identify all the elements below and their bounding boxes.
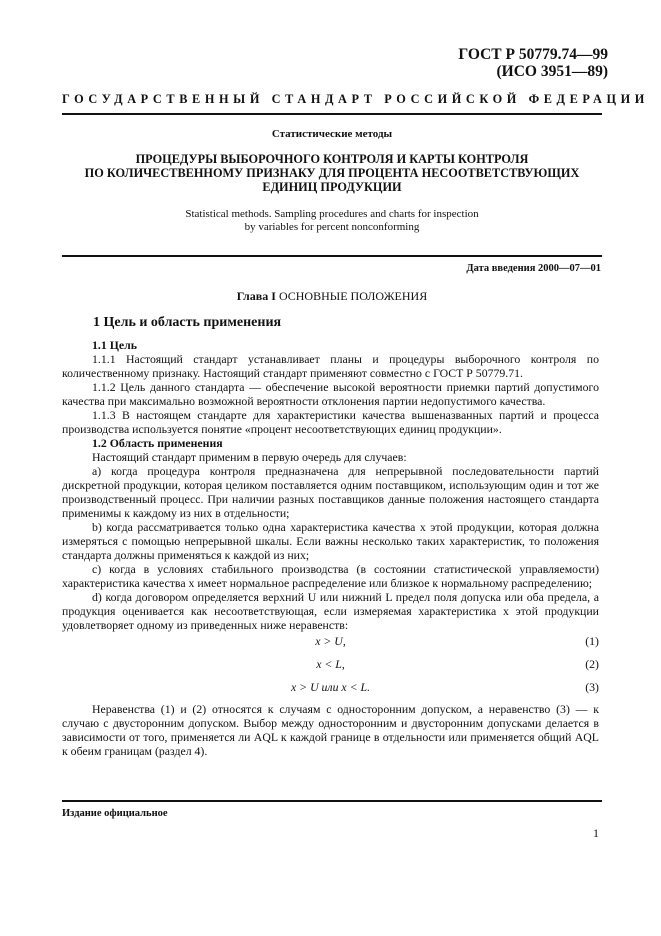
formula-3 xyxy=(62,680,599,696)
formula-number: (3) xyxy=(585,680,599,694)
list-item: b) когда рассматривается только одна характеристика качества x этой продукции, которая должна измеряться с помощью непрерывной шкалы. Если важны несколько таких характеристик, то положения стандарта должны применяться к каждой из них; xyxy=(62,520,599,562)
list-item: а) когда процедура контроля предназначена для непрерывной последовательности партий дискретной продукции, которая целиком поставляется одним поставщиком, использующим один и тот же производственный процесс. При наличии разных поставщиков данные положения настоящего стандарта применимы к каждому из них в отдельности; xyxy=(62,464,599,520)
title-line: ПРОЦЕДУРЫ ВЫБОРОЧНОГО КОНТРОЛЯ И КАРТЫ КОНТРОЛЯ xyxy=(135,152,529,166)
introduction-date: Дата введения 2000—07—01 xyxy=(466,263,601,274)
section-heading: 1 Цель и область применения xyxy=(93,315,282,330)
formula-expression: x > U или x < L. xyxy=(290,680,371,694)
standard-title: ГОСУДАРСТВЕННЫЙ СТАНДАРТ РОССИЙСКОЙ ФЕДЕРАЦИИ xyxy=(62,92,649,106)
document-title xyxy=(62,152,602,194)
paragraph: 1.1.2 Цель данного стандарта — обеспечение высокой вероятности приемки партий допустимого качества при максимально возможной вероятности отклонения партии недопустимого качества. xyxy=(62,380,599,408)
list-item: с) когда в условиях стабильного производства (в состоянии статистической управляемости) характеристика качества x имеет нормальное распределение или близкое к нормальному распределению; xyxy=(62,562,599,590)
subsection-heading: 1.2 Область применения xyxy=(92,436,223,450)
header-divider xyxy=(62,113,602,115)
series-title: Статистические методы xyxy=(271,128,393,140)
standard-code: ГОСТ Р 50779.74—99 xyxy=(458,46,608,63)
chapter-label: Глава I xyxy=(236,289,276,303)
closing-text xyxy=(62,702,599,758)
paragraph: 1.1.3 В настоящем стандарте для характеристики качества вышеназванных партий и процесса производства используется понятие «процент несоответствующих единиц продукции». xyxy=(62,408,599,436)
english-title-line: Statistical methods. Sampling procedures and charts for inspection xyxy=(185,208,479,220)
body-text xyxy=(62,338,599,632)
formula-number: (2) xyxy=(585,657,599,671)
formula-1 xyxy=(62,634,599,650)
formula-expression: x > U, xyxy=(315,634,346,648)
formula-number: (1) xyxy=(585,634,599,648)
title-divider xyxy=(62,255,602,257)
footer-divider xyxy=(62,800,602,802)
formula-expression: x < L, xyxy=(316,657,345,671)
title-line: ПО КОЛИЧЕСТВЕННОМУ ПРИЗНАКУ ДЛЯ ПРОЦЕНТА НЕСООТВЕТСТВУЮЩИХ xyxy=(84,166,580,180)
paragraph: Настоящий стандарт применим в первую очередь для случаев: xyxy=(92,450,407,464)
paragraph: 1.1.1 Настоящий стандарт устанавливает планы и процедуры выборочного контроля по количественному признаку. Настоящий стандарт применяют совместно с ГОСТ Р 50779.71. xyxy=(62,352,599,380)
chapter-heading xyxy=(62,289,602,304)
english-title xyxy=(62,208,602,233)
english-title-line: by variables for percent nonconforming xyxy=(244,220,420,233)
formula-2 xyxy=(62,657,599,673)
chapter-title: ОСНОВНЫЕ ПОЛОЖЕНИЯ xyxy=(278,289,428,303)
subsection-heading: 1.1 Цель xyxy=(92,338,137,352)
paragraph: Неравенства (1) и (2) относятся к случаям с односторонним допуском, а неравенство (3) — к случаю с двусторонним допуском. Выбор между односторонним и двусторонним допусками делается в зависимости от того, применяется ли AQL к каждой границе в отдельности или применяется общий AQL к обеим границам (раздел 4). xyxy=(62,702,599,758)
title-line: ЕДИНИЦ ПРОДУКЦИИ xyxy=(262,180,402,194)
edition-label: Издание официальное xyxy=(62,808,168,819)
list-item: d) когда договором определяется верхний U или нижний L предел поля допуска или оба предела, а продукция оценивается как несоответствующая, если измеряемая характеристика x этой продукции удовлетворяет одному из приведенных ниже неравенств: xyxy=(62,590,599,632)
iso-code: (ИСО 3951—89) xyxy=(496,63,608,80)
page-number: 1 xyxy=(593,826,599,840)
